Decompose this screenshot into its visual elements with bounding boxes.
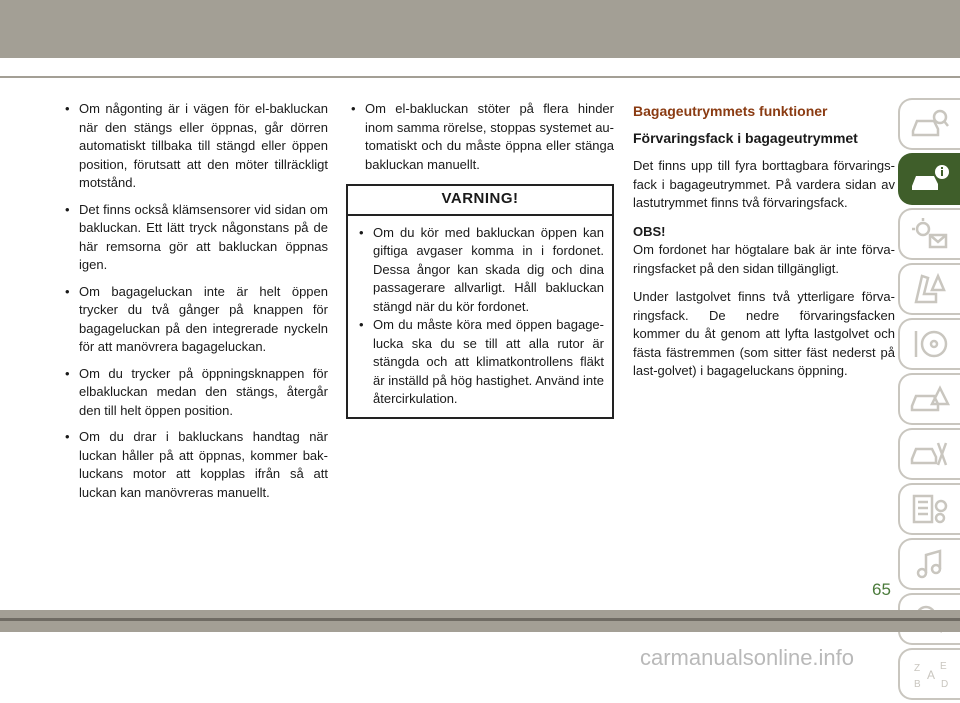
- bullet-item: • Om du drar i bakluckans handtag när luckan håller på att öppnas, kommer bak-luckans motor att kopplas ifrån så att luckan kan manövreras manuellt.: [60, 428, 328, 502]
- column-3: [633, 100, 895, 391]
- car-service-icon: [910, 437, 950, 471]
- bullet-item: • Det finns också klämsensorer vid sidan om bakluckan. Ett lätt tryck någonstans på de här remsorna gör att bakluckan öppnas igen.: [60, 201, 328, 275]
- svg-text:B: B: [914, 679, 921, 690]
- svg-text:A: A: [927, 668, 936, 682]
- language-index-icon: [910, 657, 950, 691]
- seat-airbag-icon: [910, 272, 950, 306]
- tab-car-service[interactable]: [898, 428, 960, 480]
- tab-multimedia[interactable]: [898, 538, 960, 590]
- column-1: [60, 100, 328, 510]
- tab-car-info[interactable]: [898, 153, 960, 205]
- warning-title: VARNING!: [348, 186, 612, 216]
- tab-specifications[interactable]: [898, 483, 960, 535]
- note-text: Om fordonet har högtalare bak är inte förva-ringsfacket på den sidan tillgängligt.: [633, 242, 895, 276]
- tab-seat-airbag[interactable]: [898, 263, 960, 315]
- steering-wheel-icon: [910, 327, 950, 361]
- tab-warning-lights[interactable]: [898, 208, 960, 260]
- warning-box: [346, 184, 614, 419]
- specifications-icon: [910, 492, 950, 526]
- section-heading: Bagageutrymmets funktioner: [633, 103, 828, 119]
- tab-language-index[interactable]: [898, 648, 960, 700]
- tab-steering-wheel[interactable]: [898, 318, 960, 370]
- bullet-item: • Om el-bakluckan stöter på flera hinder inom samma rörelse, stoppas systemet au-tomatiskt och du måste öppna eller stänga bakluckan manuellt.: [346, 100, 614, 174]
- svg-text:Z: Z: [914, 663, 921, 674]
- page-number: 65: [872, 580, 891, 599]
- warning-body: [348, 216, 612, 417]
- tab-car-warning[interactable]: [898, 373, 960, 425]
- car-search-icon: [910, 107, 950, 141]
- paragraph: Under lastgolvet finns två ytterligare förva-ringsfack. De nedre förvaringsfacken kommer du åt genom att lyfta lastgolvet och fästa fästremmen (som sitter fäst nederst på last-golvet) i bagageluckans öppning.: [633, 289, 895, 378]
- top-rule: [0, 76, 960, 78]
- note-label: OBS!: [633, 223, 666, 239]
- warning-item: • Om du måste köra med öppen bagage-lucka ska du se till att alla rutor är stängda och att klimatkontrollens fläkt är inställd på hög hastighet. Använd inte återcirkulation.: [354, 316, 604, 409]
- svg-text:E: E: [940, 661, 947, 672]
- warning-lights-icon: [910, 217, 950, 251]
- column-2: [346, 100, 614, 419]
- multimedia-icon: [910, 547, 950, 581]
- note: [633, 223, 895, 279]
- paragraph: Det finns upp till fyra borttagbara förvarings-fack i bagageutrymmet. På vardera sidan av lastutrymmet finns två förvaringsfack.: [633, 158, 895, 210]
- sub-heading: Förvaringsfack i bagageutrymmet: [633, 129, 858, 146]
- bottom-band: [0, 610, 960, 632]
- watermark: carmanualsonline.info: [640, 645, 855, 670]
- bullet-item: • Om någonting är i vägen för el-bakluckan när den stängs eller öppnas, går dörren automatiskt tillbaka till stängd eller öppen position, förutsatt att den möter tillräckligt motstånd.: [60, 100, 328, 193]
- tab-car-search[interactable]: [898, 98, 960, 150]
- warning-item: • Om du kör med bakluckan öppen kan giftiga avgaser komma in i fordonet. Dessa ångor kan skada dig och dina passagerare allvarligt. Håll bakluckan stängd när du kör fordonet.: [354, 224, 604, 317]
- top-band: [0, 0, 960, 58]
- svg-text:D: D: [941, 679, 949, 690]
- bullet-item: • Om bagageluckan inte är helt öppen trycker du två gånger på knappen för bagageluckan på den integrerade nyckeln för att manövrera bagageluckan.: [60, 283, 328, 357]
- bullet-item: • Om du trycker på öppningsknappen för elbakluckan medan den stängs, återgår den till helt öppen position.: [60, 365, 328, 421]
- car-warning-icon: [910, 382, 950, 416]
- car-info-icon: [910, 162, 950, 196]
